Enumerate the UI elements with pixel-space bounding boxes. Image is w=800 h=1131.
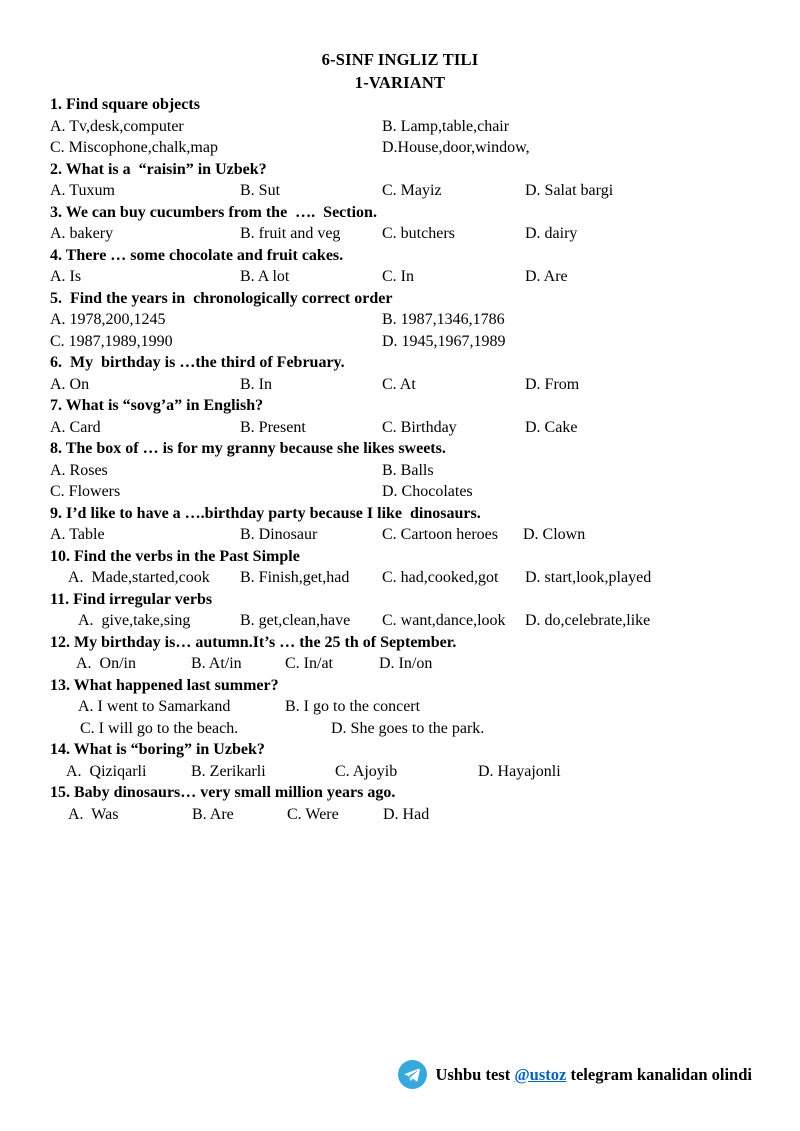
answer-option: C. Flowers	[50, 483, 121, 500]
answer-option: D. Hayajonli	[478, 762, 561, 780]
question-stem: 9. I’d like to have a ….birthday party because I like dinosaurs.	[50, 504, 481, 522]
option-row	[50, 116, 760, 138]
answer-option: C. Were	[287, 805, 339, 823]
footer-credit	[398, 1060, 752, 1089]
answer-option: B. A lot	[240, 268, 290, 285]
answer-option: C. In	[382, 268, 414, 285]
question-stem: 6. My birthday is …the third of February.	[50, 354, 345, 371]
answer-option: D. From	[525, 375, 580, 393]
answer-option: B. Present	[240, 418, 306, 436]
option-row	[50, 417, 760, 439]
answer-option: D. start,look,played	[525, 569, 652, 586]
option-row	[50, 374, 760, 396]
answer-option: A. On/in	[76, 655, 136, 672]
option-row	[50, 761, 760, 783]
question-stem: 7. What is “sovg’a” in English?	[50, 397, 264, 414]
answer-option: C. Cartoon heroes	[382, 526, 498, 543]
document-title: 6-SINF INGLIZ TILI	[321, 50, 479, 69]
option-row	[50, 804, 760, 826]
answer-option: C. Ajoyib	[335, 762, 398, 780]
answer-option: C. 1987,1989,1990	[50, 332, 173, 350]
option-row	[50, 718, 760, 740]
footer-text-prefix: Ushbu test	[435, 1064, 515, 1084]
question-stem: 4. There … some chocolate and fruit cakes.	[50, 246, 344, 264]
question-stem: 2. What is a “raisin” in Uzbek?	[50, 160, 267, 178]
answer-option: B. In	[240, 375, 272, 393]
answer-option: B. Dinosaur	[240, 526, 318, 543]
answer-option: D. Are	[525, 268, 568, 285]
option-row	[50, 653, 760, 675]
answer-option: A. Made,started,cook	[68, 569, 210, 586]
answer-option: C. Birthday	[382, 418, 457, 436]
answer-option: A. Is	[50, 268, 82, 285]
answer-option: A. Tv,desk,computer	[50, 117, 184, 135]
option-row	[50, 266, 760, 288]
question-stem: 12. My birthday is… autumn.It’s … the 25 th of September.	[50, 633, 457, 651]
answer-option: D. Had	[383, 805, 430, 823]
footer-text	[435, 1065, 752, 1085]
option-row	[50, 137, 760, 159]
answer-option: C. I will go to the beach.	[80, 719, 239, 737]
answer-option: A. Card	[50, 418, 101, 436]
question-stem: 13. What happened last summer?	[50, 676, 279, 694]
answer-option: B. Sut	[240, 182, 281, 199]
option-row	[50, 223, 760, 245]
document-header	[0, 48, 800, 94]
option-row	[50, 331, 760, 353]
answer-option: B. At/in	[191, 655, 242, 672]
answer-option: C. butchers	[382, 225, 455, 242]
answer-option: A. Qiziqarli	[66, 762, 147, 780]
answer-option: A. Tuxum	[50, 182, 115, 199]
answer-option: A. give,take,sing	[78, 612, 191, 629]
answer-option: D. Clown	[523, 526, 586, 543]
answer-option: A. On	[50, 375, 90, 393]
answer-option: A. I went to Samarkand	[78, 698, 231, 715]
answer-option: B. Are	[192, 805, 234, 823]
answer-option: D. do,celebrate,like	[525, 612, 651, 629]
answer-option: B. get,clean,have	[240, 612, 351, 629]
answer-option: D. dairy	[525, 225, 578, 242]
option-row	[50, 481, 760, 503]
option-row	[50, 696, 760, 718]
answer-option: B. Lamp,table,chair	[382, 117, 510, 135]
option-row	[50, 180, 760, 202]
question-stem: 1. Find square objects	[50, 96, 200, 113]
telegram-icon	[398, 1060, 427, 1089]
answer-option: A. 1978,200,1245	[50, 311, 166, 328]
answer-option: B. 1987,1346,1786	[382, 311, 505, 328]
ustoz-channel-link[interactable]: @ustoz	[514, 1064, 567, 1084]
question-stem: 14. What is “boring” in Uzbek?	[50, 741, 265, 758]
answer-option: C. At	[382, 375, 416, 393]
answer-option: C. Mayiz	[382, 182, 442, 199]
answer-option: A. Roses	[50, 461, 108, 479]
answer-option: D. Salat bargi	[525, 182, 614, 199]
option-row	[50, 460, 760, 482]
question-stem: 8. The box of … is for my granny because she likes sweets.	[50, 440, 446, 457]
option-row	[50, 610, 760, 632]
answer-option: B. Balls	[382, 461, 434, 479]
answer-option: C. In/at	[285, 655, 333, 672]
answer-option: A. bakery	[50, 225, 114, 242]
answer-option: A. Was	[68, 805, 119, 823]
answer-option: A. Table	[50, 526, 105, 543]
option-row	[50, 524, 760, 546]
variant-subtitle: 1-VARIANT	[354, 73, 446, 92]
option-row	[50, 309, 760, 331]
answer-option: B. fruit and veg	[240, 225, 341, 242]
answer-option: D. She goes to the park.	[331, 719, 485, 737]
answer-option: D. Chocolates	[382, 483, 473, 500]
answer-option: D. Cake	[525, 418, 578, 436]
answer-option: D.House,door,window,	[382, 139, 530, 156]
question-stem: 3. We can buy cucumbers from the …. Section.	[50, 203, 377, 221]
option-row	[50, 567, 760, 589]
answer-option: D. 1945,1967,1989	[382, 332, 506, 350]
question-stem: 10. Find the verbs in the Past Simple	[50, 547, 300, 565]
answer-option: C. had,cooked,got	[382, 569, 499, 586]
answer-option: C. Miscophone,chalk,map	[50, 139, 218, 156]
answer-option: B. I go to the concert	[285, 698, 421, 715]
footer-text-suffix: telegram kanalidan olindi	[566, 1064, 752, 1084]
questions-list	[0, 94, 800, 825]
answer-option: B. Zerikarli	[191, 762, 266, 780]
question-stem: 11. Find irregular verbs	[50, 590, 213, 608]
answer-option: B. Finish,get,had	[240, 569, 350, 586]
answer-option: C. want,dance,look	[382, 612, 506, 629]
answer-option: D. In/on	[379, 655, 433, 672]
document-content	[0, 48, 800, 825]
question-stem: 15. Baby dinosaurs… very small million years ago.	[50, 784, 396, 801]
question-stem: 5. Find the years in chronologically correct order	[50, 289, 393, 307]
